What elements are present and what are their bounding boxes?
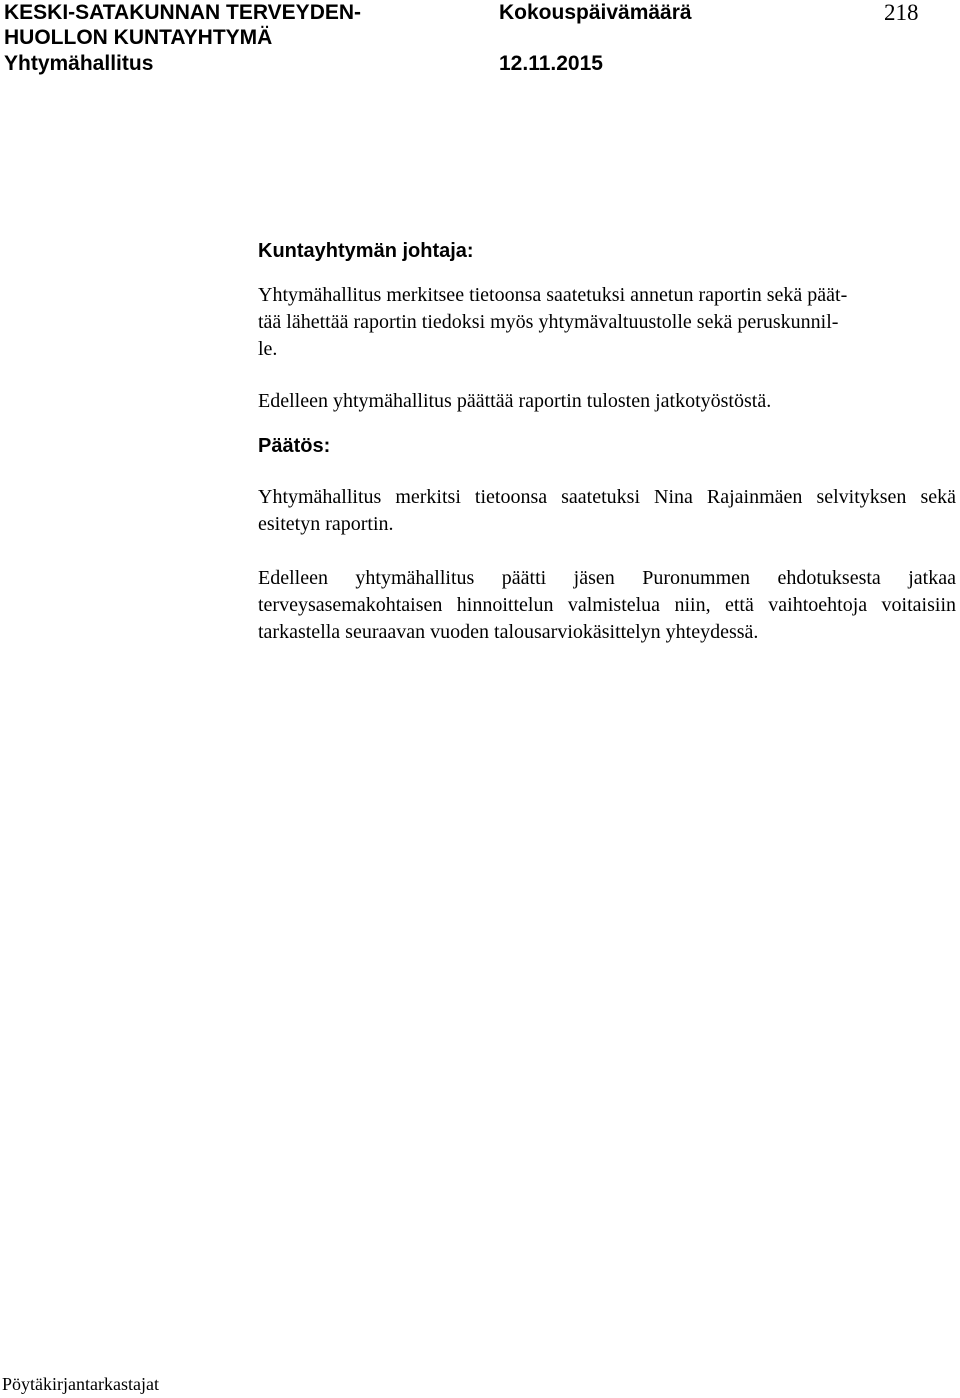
meeting-date-label: Kokouspäivämäärä [499,1,692,24]
proposal-heading: Kuntayhtymän johtaja: [258,240,474,262]
proposal-text-line: Yhtymähallitus merkitsee tietoonsa saatetuksi annetun raportin sekä päät- [258,284,848,306]
decision-heading: Päätös: [258,435,331,457]
decision-paragraph: Yhtymähallitus merkitsi tietoonsa saatetuksi Nina Rajainmäen selvityksen sekä esitetyn raportin. [258,486,956,535]
proposal-paragraph [258,282,956,363]
minutes-content [258,238,956,646]
proposal-text-line: tää lähettää raportin tiedoksi myös yhtymävaltuustolle sekä peruskunnil- [258,311,839,333]
decision-paragraph-2: Edelleen yhtymähallitus päätti jäsen Puronummen ehdotuksesta jatkaa terveysasemakohtaisen hinnoittelun valmistelua niin, että vaihtoehtoja voitaisiin tarkastella seuraavan vuoden talousarviokäsittelyn yhteydessä. [258,567,956,643]
organization-name-line2: HUOLLON KUNTAYHTYMÄ [4,26,273,49]
proposal-text-line: le. [258,338,278,360]
meeting-date: 12.11.2015 [499,52,603,75]
organization-name-line1: KESKI-SATAKUNNAN TERVEYDEN- [4,1,362,24]
page-number: 218 [884,0,919,25]
footer-label: Pöytäkirjantarkastajat [2,1374,159,1394]
governing-body: Yhtymähallitus [4,52,154,75]
proposal-paragraph-2: Edelleen yhtymähallitus päättää raportin tulosten jatkotyöstöstä. [258,390,772,412]
